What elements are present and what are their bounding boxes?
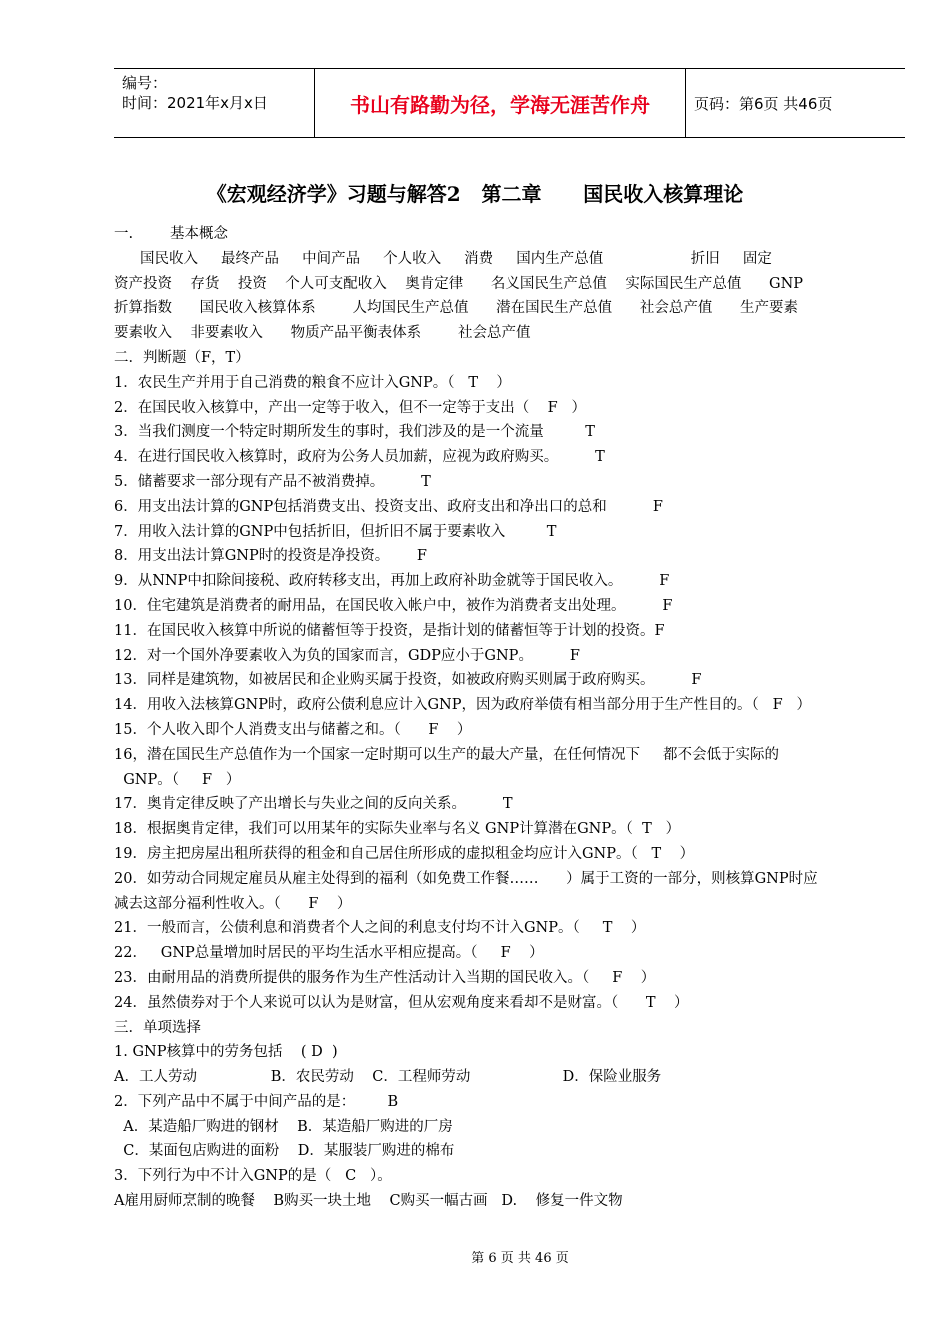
tf-item: 19．房主把房屋出租所获得的租金和自己居住所形成的虚拟租金均应计入GNP。（ T ） <box>114 845 695 862</box>
tf-item: 3．当我们测度一个特定时期所发生的事时，我们涉及的是一个流量 T <box>114 424 595 441</box>
header-left-cell <box>114 69 314 137</box>
tf-item: 15．个人收入即个人消费支出与储蓄之和。（ F ） <box>114 721 472 738</box>
tf-item: 22． GNP总量增加时居民的平均生活水平相应提高。（ F ） <box>114 945 544 962</box>
section-heading-true-false: 二．判断题（F，T） <box>114 349 250 366</box>
tf-item: 23．由耐用品的消费所提供的服务作为生产性活动计入当期的国民收入。（ F ） <box>114 969 656 986</box>
time-label: 时间：2021年x月x日 <box>122 94 268 112</box>
tf-item: 17．奥肯定律反映了产出增长与失业之间的反向关系。 T <box>114 796 513 813</box>
tf-item: 7．用收入法计算的GNP中包括折旧，但折旧不属于要素收入 T <box>114 523 557 540</box>
tf-item-continued: GNP。（ F ） <box>114 771 241 788</box>
concept-line: 国民收入 最终产品 中间产品 个人收入 消费 国内生产总值 折旧 固定 <box>140 250 772 267</box>
tf-item: 20．如劳动合同规定雇员从雇主处得到的福利（如免费工作餐…… ）属于工资的一部分，则核算GNP时应 <box>114 870 818 887</box>
tf-item: 1．农民生产并用于自己消费的粮食不应计入GNP。（ T ） <box>114 374 511 391</box>
page-footer: 第 6 页 共 46 页 <box>471 1251 569 1266</box>
section-heading-single-choice: 三．单项选择 <box>114 1019 201 1036</box>
choice-options: A雇用厨师烹制的晚餐 B购买一块土地 C购买一幅古画 D. 修复一件文物 <box>114 1193 623 1210</box>
choice-question: 1. GNP核算中的劳务包括 ( D ) <box>114 1044 338 1061</box>
tf-item: 4．在进行国民收入核算时，政府为公务人员加薪，应视为政府购买。 T <box>114 449 605 466</box>
choice-options: A．某造船厂购进的钢材 B．某造船厂购进的厂房 <box>114 1118 453 1135</box>
tf-item: 6．用支出法计算的GNP包括消费支出、投资支出、政府支出和净出口的总和 F <box>114 498 663 515</box>
tf-item: 16，潜在国民生产总值作为一个国家一定时期可以生产的最大产量，在任何情况下 都不会低于实际的 <box>114 746 779 763</box>
tf-item: 18．根据奥肯定律，我们可以用某年的实际失业率与名义 GNP计算潜在GNP。（ T ） <box>114 821 681 838</box>
tf-item: 2．在国民收入核算中，产出一定等于收入，但不一定等于支出（ F ） <box>114 399 587 416</box>
concept-line: 折算指数 国民收入核算体系 人均国民生产总值 潜在国民生产总值 社会总产值 生产要素 <box>114 300 798 317</box>
tf-item-continued: 减去这部分福利性收入。（ F ） <box>114 895 352 912</box>
tf-item: 9．从NNP中扣除间接税、政府转移支出，再加上政府补助金就等于国民收入。 F <box>114 573 670 590</box>
choice-question: 3．下列行为中不计入GNP的是（ C ）。 <box>114 1168 392 1185</box>
choice-question: 2．下列产品中不属于中间产品的是： B <box>114 1093 399 1110</box>
choice-options: C．某面包店购进的面粉 D．某服装厂购进的棉布 <box>114 1143 455 1160</box>
choice-options: A．工人劳动 B．农民劳动 C．工程师劳动 D．保险业服务 <box>114 1069 662 1086</box>
header-table <box>114 68 905 138</box>
serial-label: 编号： <box>122 74 168 92</box>
tf-item: 21．一般而言，公债利息和消费者个人之间的利息支付均不计入GNP。（ T ） <box>114 920 646 937</box>
tf-item: 13．同样是建筑物，如被居民和企业购买属于投资，如被政府购买则属于政府购买。 F <box>114 672 702 689</box>
tf-item: 14．用收入法核算GNP时，政府公债利息应计入GNP，因为政府举债有相当部分用于生产性目的。（ F ） <box>114 697 811 714</box>
tf-item: 11．在国民收入核算中所说的储蓄恒等于投资，是指计划的储蓄恒等于计划的投资。F <box>114 622 665 639</box>
motto-banner: 书山有路勤为径，学海无涯苦作舟 <box>314 69 686 137</box>
document-title: 《宏观经济学》习题与解答2 第二章 国民收入核算理论 <box>206 182 744 206</box>
tf-item: 10．住宅建筑是消费者的耐用品，在国民收入帐户中，被作为消费者支出处理。 F <box>114 597 673 614</box>
tf-item: 12．对一个国外净要素收入为负的国家而言，GDP应小于GNP。 F <box>114 647 580 664</box>
tf-item: 8．用支出法计算GNP时的投资是净投资。 F <box>114 548 427 565</box>
tf-item: 5．储蓄要求一部分现有产品不被消费掉。 T <box>114 473 431 490</box>
tf-item: 24．虽然债券对于个人来说可以认为是财富，但从宏观角度来看却不是财富。（ T ） <box>114 994 689 1011</box>
document-body <box>114 222 909 1214</box>
section-heading-concepts: 一. 基本概念 <box>114 226 228 242</box>
concept-line: 要素收入 非要素收入 物质产品平衡表体系 社会总产值 <box>114 325 531 342</box>
concept-line: 资产投资 存货 投资 个人可支配收入 奥肯定律 名义国民生产总值 实际国民生产总值 GNP <box>114 275 804 292</box>
page-info: 页码：第6页 共46页 <box>694 94 833 113</box>
